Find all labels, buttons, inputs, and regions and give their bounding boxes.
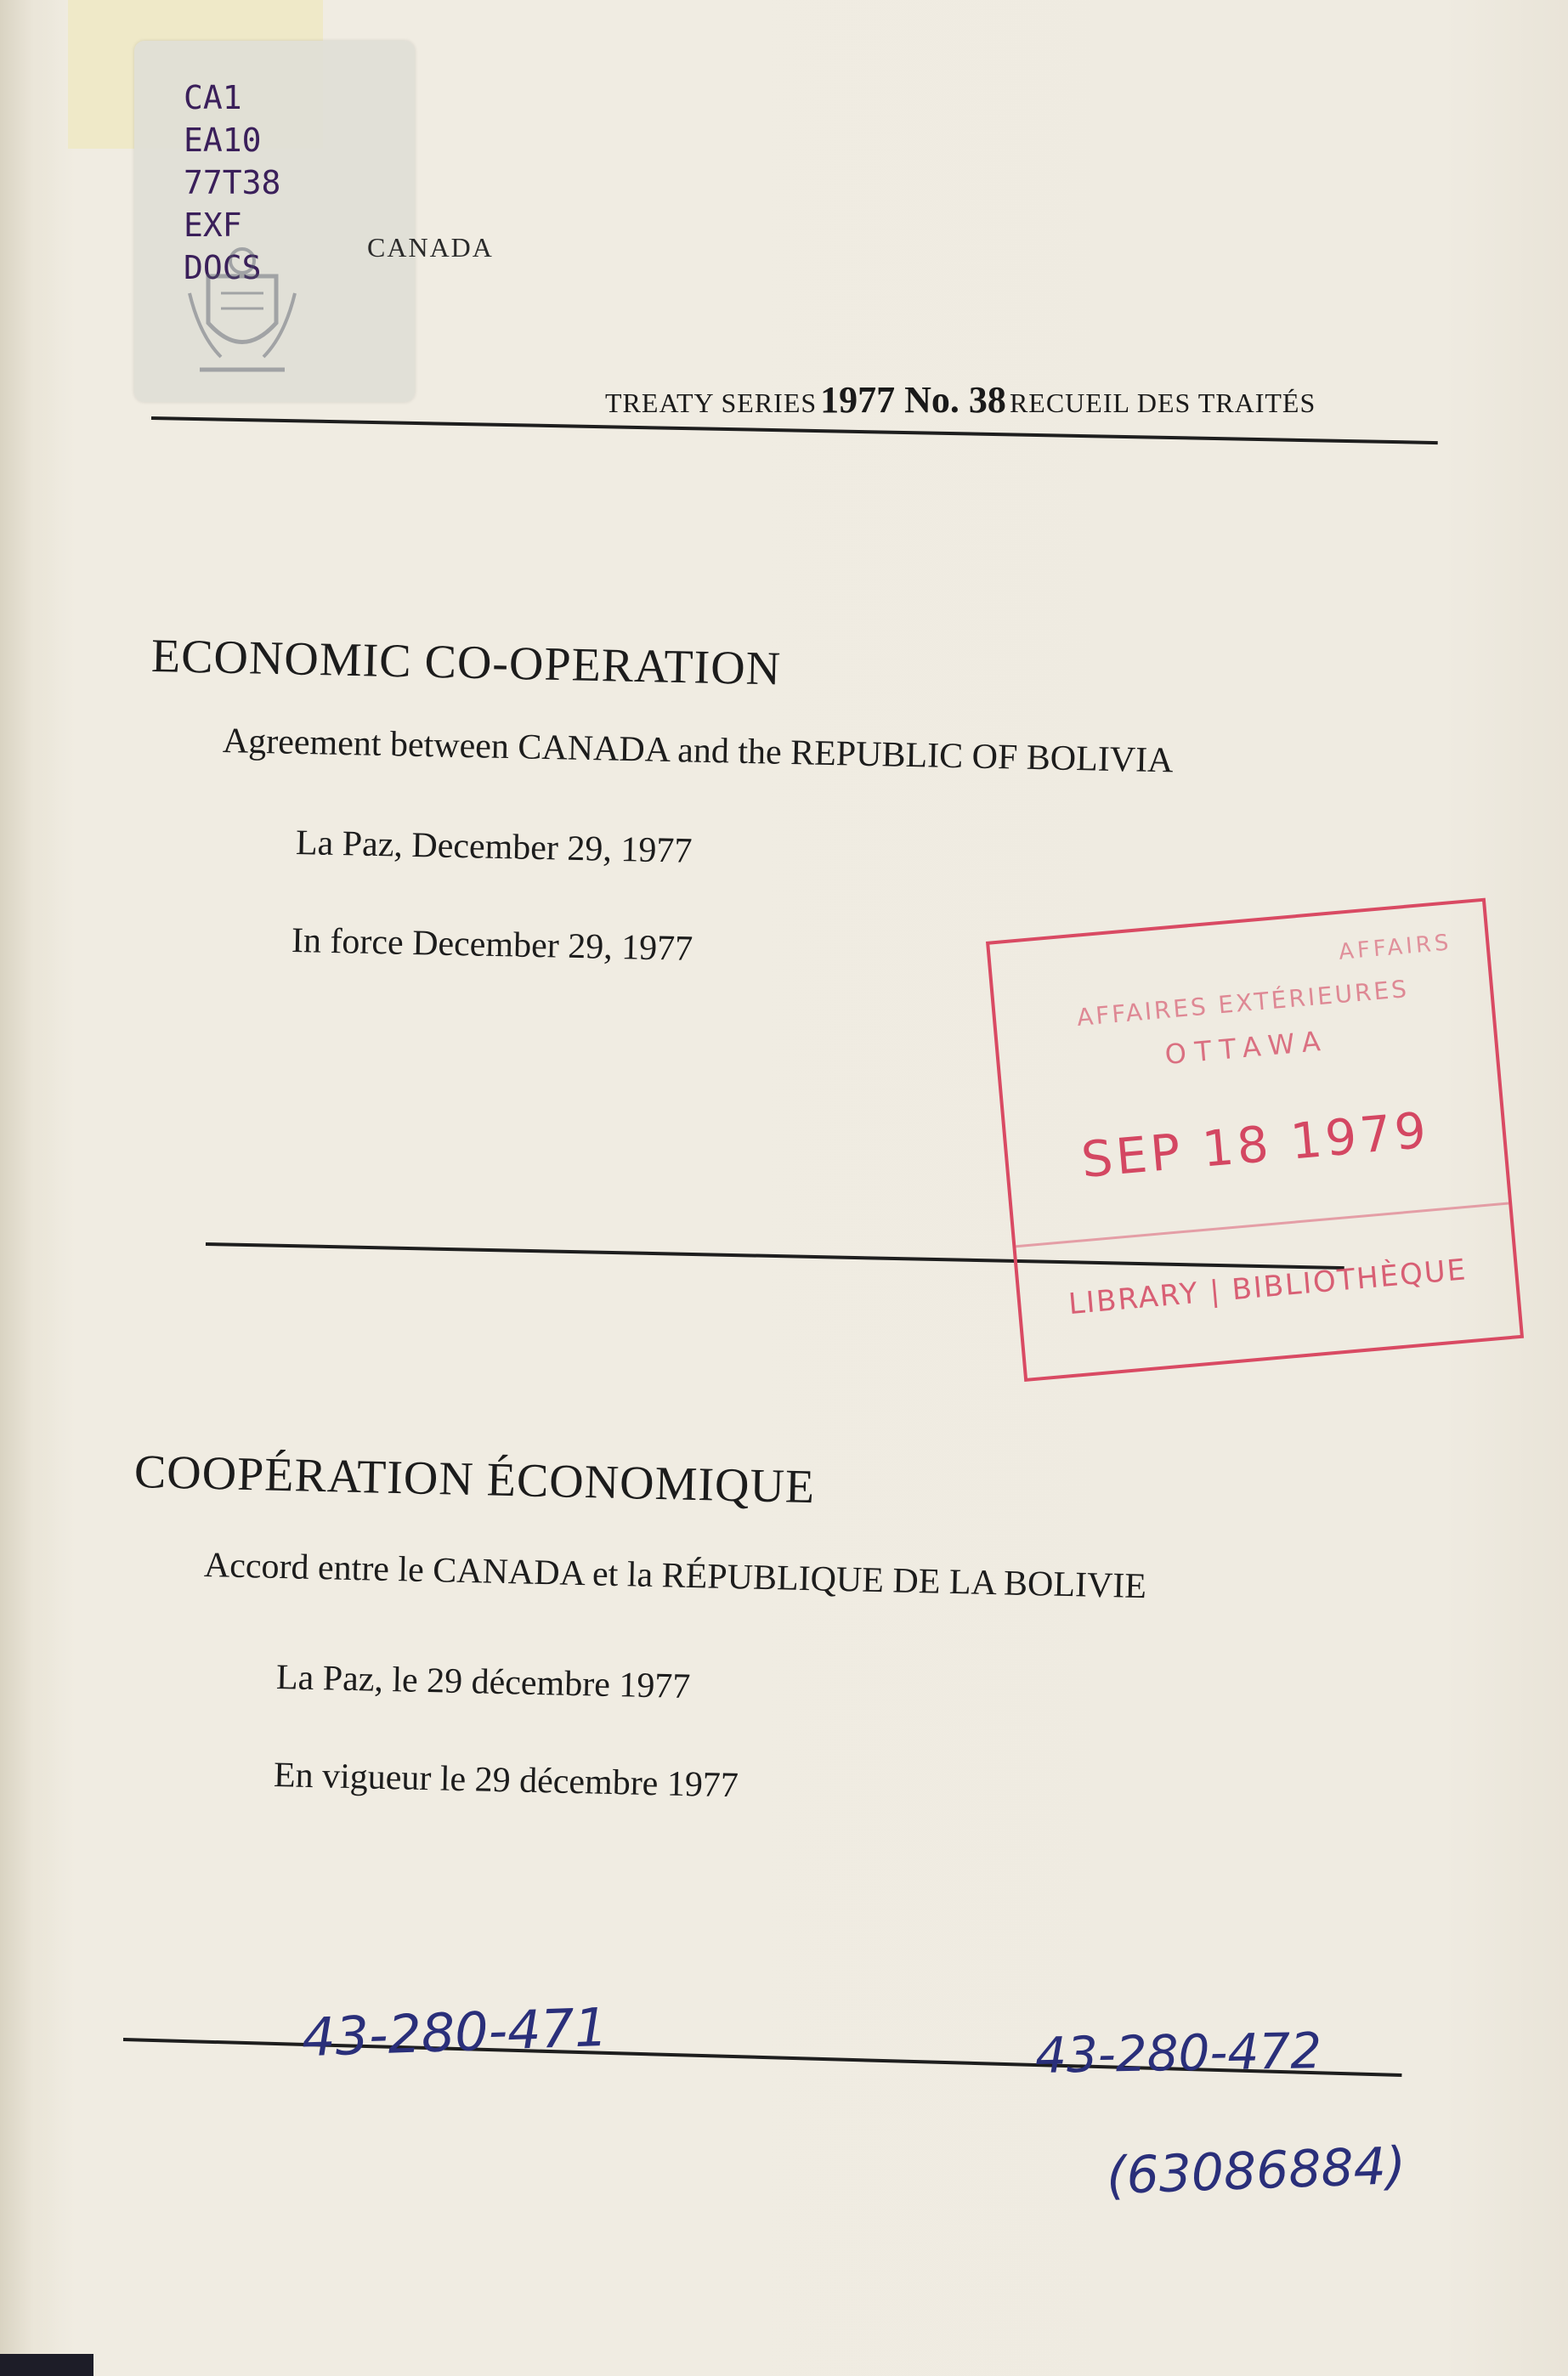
stamp-footer: LIBRARY | BIBLIOTHÈQUE xyxy=(1067,1253,1469,1322)
page-edge-shadow xyxy=(0,2354,93,2376)
series-number: 1977 No. 38 xyxy=(820,379,1006,421)
country-name: CANADA xyxy=(367,232,494,263)
stamp-line-affairs: AFFAIRS xyxy=(1338,930,1453,965)
english-in-force: In force December 29, 1977 xyxy=(291,921,693,969)
spine-shadow xyxy=(0,0,59,2376)
handwritten-number-left: 43-280-471 xyxy=(300,1995,609,2069)
stamp-line-affaires: AFFAIRES EXTÉRIEURES xyxy=(1075,974,1411,1032)
french-title: COOPÉRATION ÉCONOMIQUE xyxy=(133,1445,816,1514)
series-label-fr: RECUEIL DES TRAITÉS xyxy=(1009,388,1316,418)
call-number-line-2: EA10 xyxy=(184,122,262,159)
handwritten-bracket-number: (63086884) xyxy=(1105,2136,1407,2207)
call-number-line-5: DOCS xyxy=(184,249,262,286)
call-number-line-4: EXF xyxy=(184,206,242,244)
treaty-series-heading xyxy=(605,378,1316,421)
french-place-date: La Paz, le 29 décembre 1977 xyxy=(275,1658,691,1707)
series-label-en: TREATY SERIES xyxy=(605,388,818,418)
handwritten-number-right: 43-280-472 xyxy=(1034,2022,1322,2085)
english-title: ECONOMIC CO-OPERATION xyxy=(150,630,782,696)
english-subtitle: Agreement between CANADA and the REPUBLIC OF BOLIVIA xyxy=(222,721,1174,781)
french-in-force: En vigueur le 29 décembre 1977 xyxy=(273,1756,739,1806)
call-number-line-1: CA1 xyxy=(184,79,242,116)
library-received-stamp xyxy=(986,898,1524,1382)
call-number-line-3: 77T38 xyxy=(184,164,281,201)
stamp-date: SEP 18 1979 xyxy=(1078,1100,1432,1190)
french-subtitle: Accord entre le CANADA et la RÉPUBLIQUE DE LA BOLIVIE xyxy=(203,1546,1147,1607)
english-place-date: La Paz, December 29, 1977 xyxy=(295,823,693,871)
coat-of-arms-icon xyxy=(183,242,302,387)
stamp-line-ottawa: OTTAWA xyxy=(1163,1024,1330,1072)
stamp-divider xyxy=(1016,1202,1509,1248)
